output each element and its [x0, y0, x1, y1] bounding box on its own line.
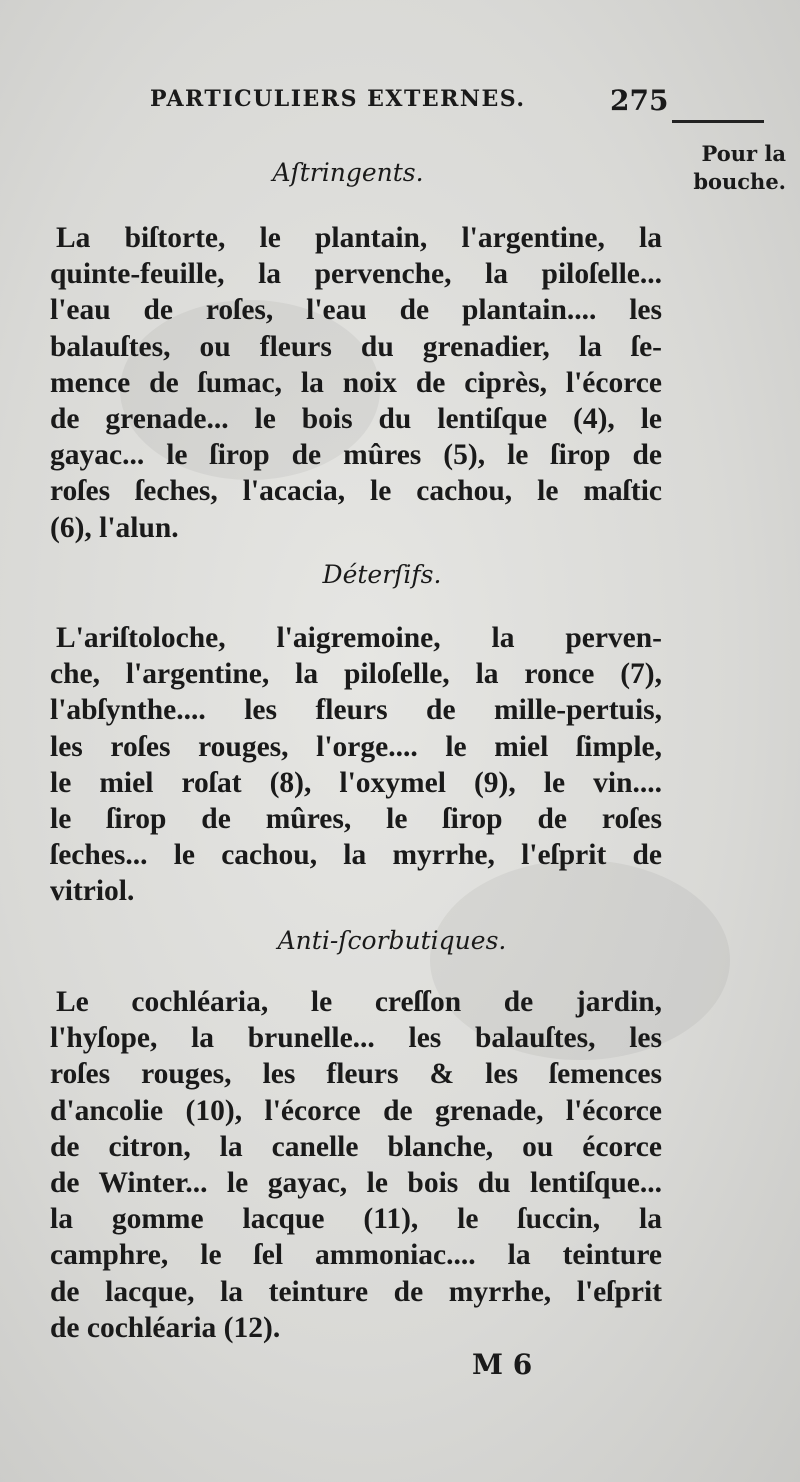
text-line: les roſes rouges, l'orge.... le miel ſimple, — [50, 730, 662, 763]
text-line: de citron, la canelle blanche, ou écorce — [50, 1130, 662, 1163]
text-line: roſes rouges, les fleurs & les ſemences — [50, 1058, 662, 1091]
text-line: de lacque, la teinture de myrrhe, l'eſprit — [50, 1275, 662, 1308]
text-line: la gomme lacque (11), le ſuccin, la — [50, 1203, 662, 1236]
paragraph-detersifs — [50, 620, 662, 910]
section-title-astringents: Aſtringents. — [272, 158, 424, 187]
text-line: vitriol. — [50, 875, 135, 908]
text-line: mence de ſumac, la noix de ciprès, l'écorce — [50, 366, 662, 399]
text-line: de cochléaria (12). — [50, 1311, 281, 1344]
text-line: quinte-feuille, la pervenche, la piloſelle... — [50, 258, 662, 291]
text-line: roſes ſeches, l'acacia, le cachou, le maſtic — [50, 475, 662, 508]
text-line: (6), l'alun. — [50, 511, 179, 544]
text-line: d'ancolie (10), l'écorce de grenade, l'écorce — [50, 1094, 662, 1127]
signature-mark: M 6 — [472, 1348, 533, 1381]
header-rule — [672, 120, 764, 123]
text-line: l'abſynthe.... les fleurs de mille-pertuis, — [50, 694, 662, 727]
text-line: le miel roſat (8), l'oxymel (9), le vin.... — [50, 766, 662, 799]
margin-note-line: Pour la — [701, 141, 786, 166]
text-line: ſeches... le cachou, la myrrhe, l'eſprit de — [50, 839, 662, 872]
page-number: 275 — [610, 84, 669, 117]
margin-note-line: bouche. — [693, 169, 786, 194]
text-line: La biſtorte, le plantain, l'argentine, la — [56, 222, 662, 254]
paragraph-astringents — [50, 220, 662, 546]
text-line: camphre, le ſel ammoniac.... la teinture — [50, 1239, 662, 1272]
text-line: de grenade... le bois du lentiſque (4), le — [50, 403, 662, 436]
running-head: PARTICULIERS EXTERNES. — [150, 86, 526, 112]
paragraph-anti-scorbutiques — [50, 984, 662, 1346]
text-line: l'eau de roſes, l'eau de plantain.... les — [50, 294, 662, 327]
text-line: Le cochléaria, le creſſon de jardin, — [56, 986, 662, 1018]
section-title-anti-scorbutiques: Anti-ſcorbutiques. — [277, 926, 507, 955]
text-line: balauſtes, ou fleurs du grenadier, la ſe- — [50, 330, 662, 363]
text-line: che, l'argentine, la piloſelle, la ronce (7), — [50, 658, 662, 691]
text-line: gayac... le ſirop de mûres (5), le ſirop de — [50, 439, 662, 472]
text-line: L'ariſtoloche, l'aigremoine, la perven- — [56, 622, 662, 654]
text-line: de Winter... le gayac, le bois du lentiſque... — [50, 1167, 662, 1200]
text-line: le ſirop de mûres, le ſirop de roſes — [50, 803, 662, 836]
text-line: l'hyſope, la brunelle... les balauſtes, les — [50, 1022, 662, 1055]
section-title-detersifs: Déterſifs. — [322, 560, 442, 589]
